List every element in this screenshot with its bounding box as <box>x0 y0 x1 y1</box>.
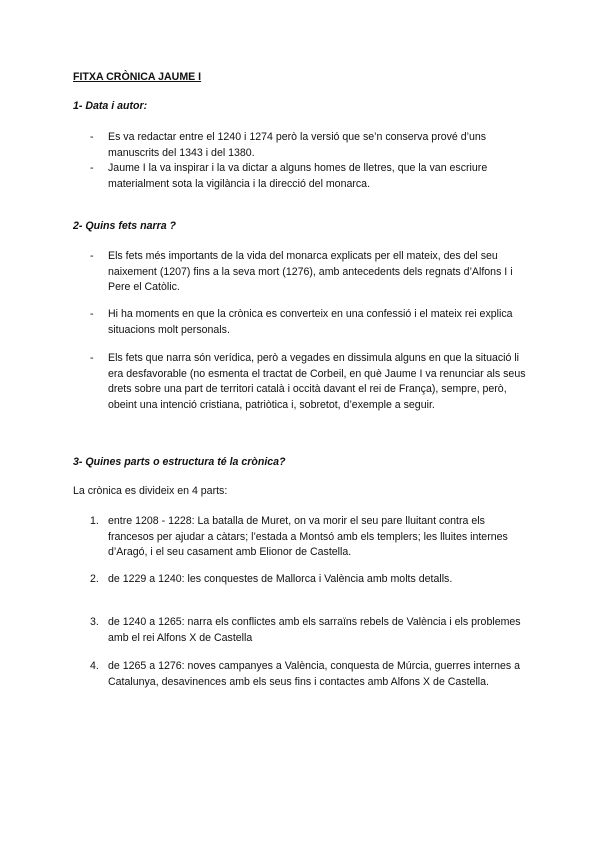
section-3-intro: La crònica es divideix en 4 parts: <box>73 485 228 497</box>
section-2-item-text: Els fets més importants de la vida del monarca explicats per ell mateix, des del seu naixement (1207) fins a la seva mort (1276), amb antecedents dels regnats d’Alfons I i Pere el Catòlic. <box>108 250 513 294</box>
section-1-heading: 1- Data i autor: <box>73 100 148 112</box>
dash-marker: - <box>90 308 94 320</box>
section-3-heading: 3- Quines parts o estructura té la crònica? <box>73 456 286 468</box>
section-1-item-text: Jaume I la va inspirar i la va dictar a alguns homes de lletres, que la van escriure materialment sota la vigilància i la direcció del monarca. <box>108 162 488 190</box>
dash-marker: - <box>90 131 94 143</box>
dash-marker: - <box>90 250 94 262</box>
numbered-item-text: de 1229 a 1240: les conquestes de Mallorca i València amb molts detalls. <box>108 573 453 585</box>
section-2-item-text: Hi ha moments en que la crònica es converteix en una confessió i el mateix rei explica situacions molt personals. <box>108 308 513 336</box>
numbered-item-text: entre 1208 - 1228: La batalla de Muret, on va morir el seu pare lluitant contra els francesos per ajudar a càtars; l’estada a Montsó amb els templers; les lluites internes d’Aragó, i el seu casament amb Elionor de Castella. <box>108 515 508 559</box>
document-title: FITXA CRÒNICA JAUME I <box>73 71 202 83</box>
numbered-item-text: de 1240 a 1265: narra els conflictes amb els sarraïns rebels de València i els problemes amb el rei Alfons X de Castella <box>108 616 521 644</box>
dash-marker: - <box>90 352 94 364</box>
section-2-item-text: Els fets que narra són verídica, però a vegades en dissimula alguns en que la situació li era desfavorable (no esmenta el tractat de Corbeil, en què Jaume I va renunciar als seus drets sobre una part de territori català i occità davant el rei de França), sempre, però, obeint una intenció cristiana, patriòtica i, sobretot, d’exemple a seguir. <box>108 352 526 411</box>
dash-marker: - <box>90 162 94 174</box>
item-number: 2. <box>90 573 99 585</box>
item-number: 1. <box>90 515 99 527</box>
section-2-heading: 2- Quins fets narra ? <box>73 220 177 232</box>
item-number: 3. <box>90 616 99 628</box>
numbered-item-text: de 1265 a 1276: noves campanyes a València, conquesta de Múrcia, guerres internes a Catalunya, desavinences amb els seus fins i contactes amb Alfons X de Castella. <box>108 660 521 688</box>
section-1-item-text: Es va redactar entre el 1240 i 1274 però la versió que se’n conserva prové d’uns manuscrits del 1343 i del 1380. <box>108 131 487 159</box>
item-number: 4. <box>90 660 99 672</box>
